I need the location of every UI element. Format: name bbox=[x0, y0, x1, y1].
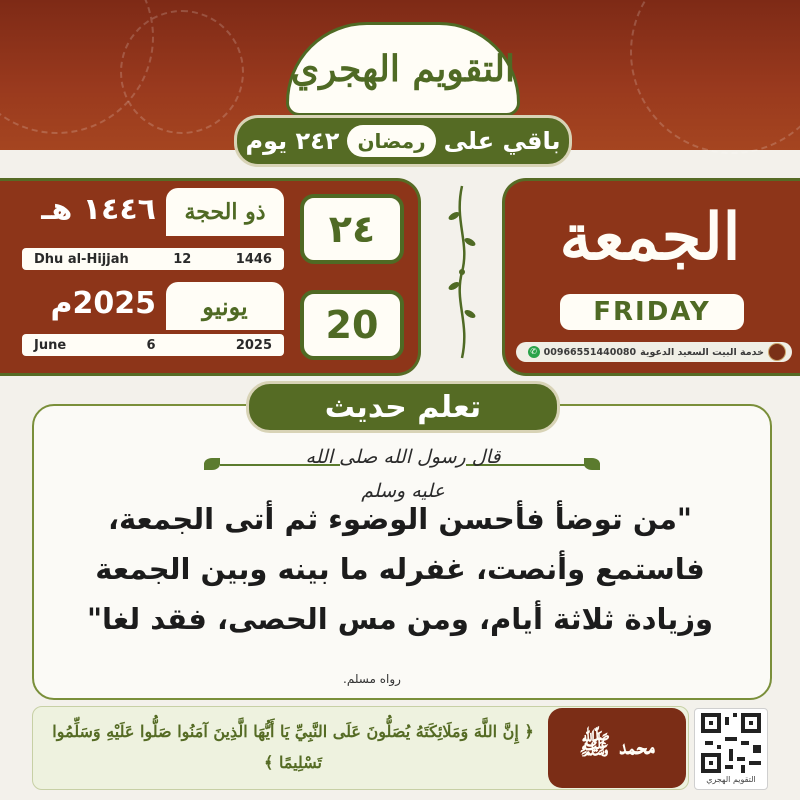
gregorian-month-name: يونيو bbox=[202, 291, 248, 321]
countdown-prefix: باقي على bbox=[443, 127, 561, 155]
mandala-ornament-mid bbox=[120, 10, 244, 134]
hijri-day: ٢٤ bbox=[328, 207, 376, 251]
hijri-day-box bbox=[300, 194, 404, 264]
gregorian-strip-month-number: 6 bbox=[146, 337, 156, 353]
hijri-strip-year: 1446 bbox=[235, 251, 272, 267]
footer-verse: ﴿ إِنَّ اللَّهَ وَمَلَائِكَتَهُ يُصَلُّونَ عَلَى النَّبِيِّ يَا أَيُّهَا الَّذِينَ آمَنُوا صَلُّوا عَلَيْهِ وَسَلِّمُوا تَسْلِيمًا ﴾ bbox=[52, 722, 534, 772]
hijri-strip-month-number: 12 bbox=[173, 251, 192, 267]
hijri-month-name: ذو الحجة bbox=[184, 199, 266, 225]
app-title: التقويم الهجري bbox=[291, 48, 515, 90]
service-logo-icon bbox=[768, 343, 786, 361]
hadith-narrator: رواه مسلم. bbox=[343, 672, 401, 686]
countdown-days: ٢٤٢ يوم bbox=[245, 127, 340, 155]
qr-code-icon bbox=[701, 713, 761, 773]
gregorian-date-strip bbox=[22, 334, 284, 356]
service-name: خدمة البيت السعيد الدعوية bbox=[640, 346, 764, 358]
leaf-right-icon bbox=[584, 458, 600, 470]
gregorian-year-label: 2025م bbox=[50, 286, 156, 321]
leaf-left-icon bbox=[204, 458, 220, 470]
whatsapp-icon: ✆ bbox=[528, 346, 540, 358]
hijri-strip-month: Dhu al-Hijjah bbox=[34, 251, 129, 267]
hadith-text: "من توضأ فأحسن الوضوء ثم أتى الجمعة، فاستمع وأنصت، غفرله ما بينه وبين الجمعة وزيادة ثلاثة أيام، ومن مس الحصى، فقد لغا" bbox=[86, 502, 714, 636]
qr-caption: التقويم الهجري bbox=[706, 775, 756, 784]
countdown-month: رمضان bbox=[347, 125, 435, 157]
title-arch bbox=[286, 22, 520, 116]
hijri-year-label: ١٤٤٦ هـ bbox=[41, 192, 156, 227]
muhammad-calligraphy: محمد ﷺ bbox=[548, 708, 686, 788]
qr-code[interactable] bbox=[694, 708, 768, 790]
ramadan-countdown bbox=[234, 115, 572, 167]
hijri-date-strip bbox=[22, 248, 284, 270]
gregorian-strip-month: June bbox=[34, 337, 67, 353]
service-contact bbox=[516, 342, 792, 362]
gregorian-strip-year: 2025 bbox=[235, 337, 272, 353]
weekday-arabic: الجمعة bbox=[559, 200, 741, 275]
gregorian-day-box bbox=[300, 290, 404, 360]
gregorian-day: 20 bbox=[325, 303, 379, 347]
hijri-month-tag bbox=[166, 188, 284, 236]
hadith-opening: قال رسول الله صلى الله عليه وسلم bbox=[305, 446, 501, 502]
gregorian-month-tag bbox=[166, 282, 284, 330]
vine-divider-ornament bbox=[442, 182, 482, 362]
weekday-english: FRIDAY bbox=[560, 294, 744, 330]
hadith-heading: تعلم حديث bbox=[246, 381, 560, 433]
service-phone: 00966551440080 bbox=[543, 346, 637, 358]
